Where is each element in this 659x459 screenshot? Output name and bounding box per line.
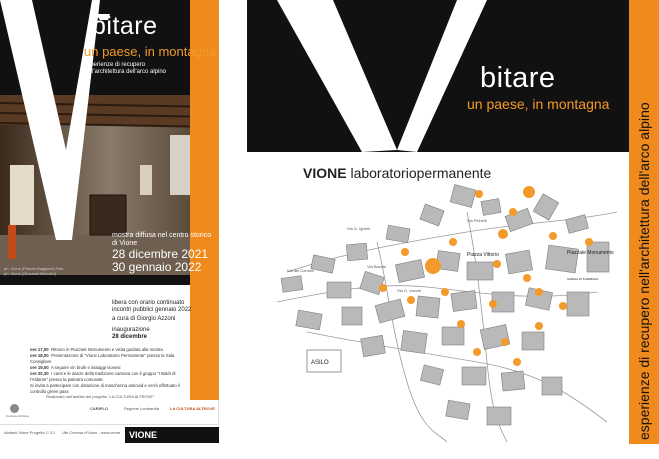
photo-credits: ph. Vione (Piazza Maggiore) Foto ph. Vione (Giovanni Bertolini) [4, 266, 64, 276]
piazza-vittorio-label: Piazza Vittorio [467, 252, 499, 258]
event-dates [112, 232, 212, 274]
program-item: ore 18,00 Presentazione di "Vione Laboratorio Permanente" presso la Sala Consigliare [30, 353, 175, 364]
inauguration-date: 28 dicembre [112, 334, 148, 340]
date-start: 28 dicembre 2021 [112, 247, 209, 261]
street-label: Via Pichelli [467, 218, 487, 223]
curator-info: a cura di Giorgio Azzoni [112, 316, 176, 322]
logo-label: LA CULTURA ALTROVE [170, 406, 215, 411]
entry-info: libera con orario continuato [112, 300, 185, 306]
street-label: Via G. Ighelli [347, 226, 370, 231]
right-subtitle: un paese, in montagna [467, 96, 610, 112]
logo-label: Comune di Vione [6, 414, 29, 418]
asilo-label: ASILO [311, 360, 329, 366]
vertical-tagline [629, 0, 659, 444]
project-note: Realizzato nell'ambito del progetto "LA CULTURA ALTROVE" [46, 394, 155, 399]
left-subtitle: un paese, in montagna [84, 44, 217, 59]
sponsor-logos [6, 396, 216, 418]
footer-left: Abitanti Vione Progetto C.S.I [4, 430, 55, 435]
program-item: ore 19,00 A seguire vin brulè e assaggi vionesi [30, 365, 121, 370]
logo-label: CARIPLO [90, 406, 108, 411]
vertical-tagline-text: esperienze di recupero nell'architettura dell'arco alpino [636, 102, 652, 440]
street-label: Via dei Cornelli [287, 268, 314, 273]
vione-heading: VIONE laboratoriopermanente [303, 165, 492, 181]
date-end: 30 gennaio 2022 [112, 260, 202, 274]
right-poster [247, 0, 659, 444]
street-label: Via Bacchi [367, 264, 386, 269]
right-title: bitare [480, 62, 556, 94]
left-poster [0, 0, 220, 456]
meetings-info: incontri pubblici gennaio 2022 [112, 307, 192, 313]
village-map [267, 182, 627, 442]
event-info [112, 300, 192, 341]
left-title: bitare [92, 12, 158, 40]
mostra-label: mostra diffusa nel centro storico di Vione [112, 232, 212, 247]
program-list [30, 347, 190, 395]
left-footer [0, 424, 220, 456]
piazzale-monumento-label: Piazzale Monumento [567, 250, 614, 256]
big-v-logo-right [247, 0, 629, 152]
left-description: esperienze di recupero nell'architettura dell'arco alpino [84, 62, 167, 75]
program-item: ore 17,00 Ritrovo in Piazzale Monumento e visita guidata alla mostra [30, 347, 163, 352]
logo-label: Regione Lombardia [124, 406, 159, 411]
program-note: Si invita a partecipare con dotazione di mascherina antiovid e verrà effettuato il controllo green pass [30, 383, 180, 394]
program-item: ore 20,30 I canti e le danze della tradizione camuna con il gruppo "I Balèt di l'Aldame" presso la palestra comunale [30, 371, 176, 382]
footer-mid: Ufe Cinema d'Vione - www.vione [62, 430, 121, 435]
comune-logo-icon [10, 404, 19, 413]
chiesa-label: CHIESA DI S.REMIGIO [567, 277, 599, 281]
footer-badge: VIONE laboratoriopermanente [125, 427, 219, 443]
inauguration-label: inaugurazione [112, 327, 150, 333]
street-label: Via G. Vacchi [397, 288, 421, 293]
